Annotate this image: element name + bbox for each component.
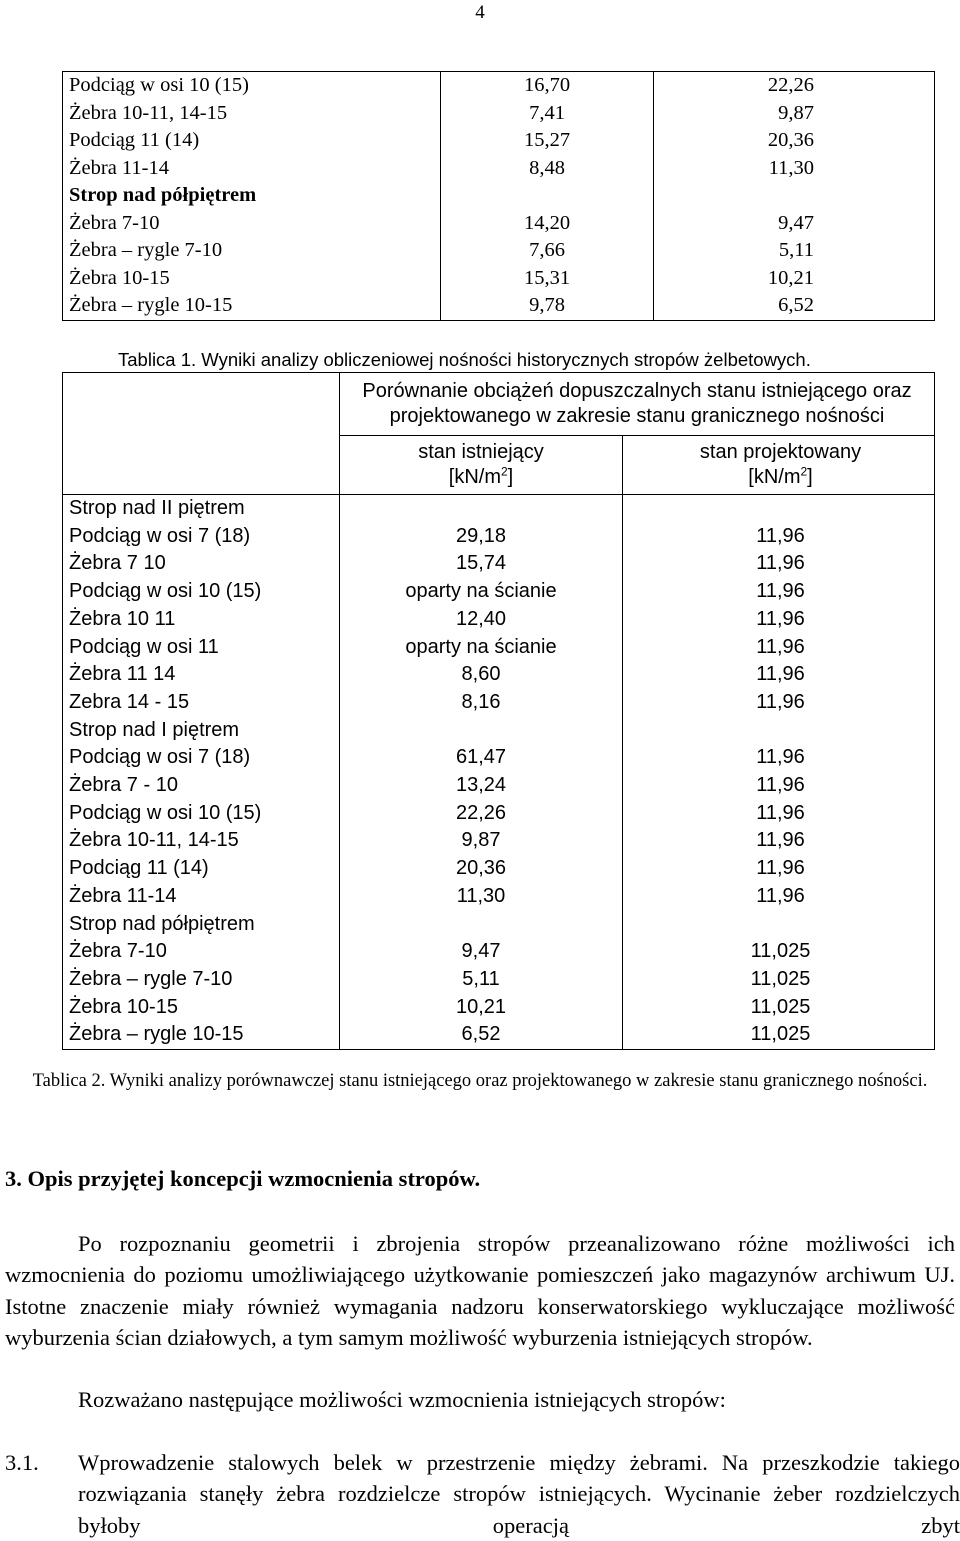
row-value-b-cell	[623, 495, 935, 523]
table-row	[63, 966, 935, 994]
row-value-a-cell: 11,30	[340, 883, 623, 911]
row-label-cell: Podciąg w osi 10 (15)	[63, 578, 340, 606]
table-row	[63, 155, 935, 183]
row-value-b-cell: 11,025	[623, 994, 935, 1022]
row-value-a-cell	[340, 717, 623, 745]
row-label-cell: Strop nad półpiętrem	[63, 911, 340, 939]
row-label-cell: Żebra 7 10	[63, 550, 340, 578]
row-value-b-cell: 11,96	[623, 689, 935, 717]
row-label-cell: Żebra 7-10	[63, 938, 340, 966]
page-number: 4	[475, 2, 485, 23]
row-label-cell: Żebra 11-14	[63, 155, 441, 183]
row-label-cell: Żebra 10 11	[63, 606, 340, 634]
comparison-table-2	[62, 372, 935, 1050]
row-label-cell: Podciąg 11 (14)	[63, 855, 340, 883]
row-value-a-cell: 16,70	[441, 72, 654, 100]
row-value-b-cell	[654, 182, 935, 210]
unit-prefix: [kN/m	[448, 466, 501, 488]
results-table-1	[62, 71, 935, 321]
row-value-b-cell: 20,36	[654, 127, 935, 155]
row-value-a-cell: 12,40	[340, 606, 623, 634]
table-row	[63, 911, 935, 939]
row-label-cell: Żebra – rygle 10-15	[63, 1021, 340, 1049]
section-heading: 3. Opis przyjętej koncepcji wzmocnienia stropów.	[5, 1166, 481, 1191]
unit-exponent: 2	[800, 464, 808, 479]
table-row	[63, 182, 935, 210]
table-row	[63, 938, 935, 966]
row-value-a-cell: 13,24	[340, 772, 623, 800]
table-2-caption: Tablica 2. Wyniki analizy porównawczej stanu istniejącego oraz projektowanego w zakresie stanu granicznego nośności.	[32, 1071, 928, 1091]
table-row	[63, 827, 935, 855]
row-value-a-cell: 8,48	[441, 155, 654, 183]
unit-exponent: 2	[500, 464, 508, 479]
list-item-text: Wprowadzenie stalowych belek w przestrzenie między żebrami. Na przeszkodzie takiego rozwiązania stanęły żebra rozdzielcze stropów istniejących. Wycinanie żeber rozdzielczych byłoby operacją zbyt	[78, 1450, 960, 1538]
row-value-b-cell	[623, 911, 935, 939]
row-value-a-cell: oparty na ścianie	[340, 578, 623, 606]
unit-prefix: [kN/m	[748, 466, 801, 488]
row-label-cell: Żebra 7-10	[63, 210, 441, 238]
row-value-b-cell: 11,96	[623, 578, 935, 606]
row-label-cell: Żebra – rygle 10-15	[63, 292, 441, 320]
table-row	[63, 883, 935, 911]
list-item-number: 3.1.	[5, 1450, 39, 1475]
row-label-cell: Strop nad I piętrem	[63, 717, 340, 745]
row-value-b-cell: 9,87	[654, 100, 935, 128]
row-value-a-cell: 6,52	[340, 1021, 623, 1049]
row-value-b-cell: 11,96	[623, 523, 935, 551]
table-row	[63, 689, 935, 717]
table-row	[63, 1021, 935, 1049]
row-value-a-cell: 9,47	[340, 938, 623, 966]
row-value-a-cell: 5,11	[340, 966, 623, 994]
row-value-b-cell	[623, 717, 935, 745]
row-value-a-cell: 15,74	[340, 550, 623, 578]
table-row	[63, 292, 935, 320]
row-value-b-cell: 11,96	[623, 606, 935, 634]
table-row	[63, 744, 935, 772]
row-value-a-cell: 7,66	[441, 237, 654, 265]
row-label-cell: Podciąg w osi 10 (15)	[63, 72, 441, 100]
row-value-b-cell: 11,96	[623, 772, 935, 800]
row-value-a-cell: oparty na ścianie	[340, 634, 623, 662]
row-label-cell: Zebra 14 - 15	[63, 689, 340, 717]
table-2-header-designed	[623, 436, 935, 495]
row-label-cell: Żebra 11 14	[63, 661, 340, 689]
row-value-b-cell: 11,96	[623, 634, 935, 662]
row-value-b-cell: 11,96	[623, 661, 935, 689]
row-value-b-cell: 11,96	[623, 827, 935, 855]
row-label-cell: Żebra 7 - 10	[63, 772, 340, 800]
header-existing-unit	[346, 465, 616, 490]
table-row	[63, 772, 935, 800]
row-value-b-cell: 5,11	[654, 237, 935, 265]
row-value-a-cell: 8,60	[340, 661, 623, 689]
table-row	[63, 800, 935, 828]
row-label-cell: Żebra – rygle 7-10	[63, 966, 340, 994]
row-label-cell: Strop nad półpiętrem	[63, 182, 441, 210]
row-value-b-cell: 11,96	[623, 744, 935, 772]
header-existing-label: stan istniejący	[418, 441, 544, 463]
table-1-caption: Tablica 1. Wyniki analizy obliczeniowej nośności historycznych stropów żelbetowych.	[118, 349, 811, 370]
table-row	[63, 237, 935, 265]
row-value-a-cell	[441, 182, 654, 210]
row-label-cell: Podciąg w osi 7 (18)	[63, 744, 340, 772]
row-label-cell: Podciąg w osi 10 (15)	[63, 800, 340, 828]
row-value-b-cell: 11,025	[623, 966, 935, 994]
row-value-b-cell: 11,025	[623, 1021, 935, 1049]
table-row	[63, 578, 935, 606]
row-label-cell: Żebra 11-14	[63, 883, 340, 911]
table-row	[63, 100, 935, 128]
row-value-b-cell: 11,30	[654, 155, 935, 183]
row-value-a-cell	[340, 911, 623, 939]
row-value-b-cell: 6,52	[654, 292, 935, 320]
unit-suffix: ]	[807, 466, 813, 488]
row-value-a-cell: 15,27	[441, 127, 654, 155]
table-2-corner-cell	[63, 373, 340, 495]
table-row	[63, 717, 935, 745]
paragraph-1: Po rozpoznaniu geometrii i zbrojenia stropów przeanalizowano różne możliwości ich wzmocnienia do poziomu umożliwiającego użytkowanie pomieszczeń jako magazynów archiwum UJ. Istotne znaczenie miały również wymagania nadzoru konserwatorskiego wykluczające możliwość wyburzenia ścian działowych, a tym samym możliwość wyburzenia istniejących stropów.	[5, 1231, 955, 1350]
row-value-a-cell: 14,20	[441, 210, 654, 238]
table-2-header-text: Porównanie obciążeń dopuszczalnych stanu istniejącego oraz projektowanego w zakresie stanu granicznego nośności	[362, 380, 912, 427]
table-row	[63, 661, 935, 689]
table-row	[63, 606, 935, 634]
table-row	[63, 523, 935, 551]
row-value-b-cell: 11,96	[623, 883, 935, 911]
table-row	[63, 550, 935, 578]
row-value-b-cell: 10,21	[654, 265, 935, 293]
table-row	[63, 994, 935, 1022]
row-value-b-cell: 11,025	[623, 938, 935, 966]
table-row	[63, 72, 935, 100]
table-row	[63, 265, 935, 293]
row-value-b-cell: 9,47	[654, 210, 935, 238]
header-designed-unit	[633, 465, 928, 490]
row-value-a-cell: 7,41	[441, 100, 654, 128]
row-value-a-cell: 20,36	[340, 855, 623, 883]
table-row	[63, 495, 935, 523]
row-value-b-cell: 11,96	[623, 550, 935, 578]
row-value-a-cell	[340, 495, 623, 523]
row-label-cell: Żebra – rygle 7-10	[63, 237, 441, 265]
table-row	[63, 127, 935, 155]
row-label-cell: Żebra 10-15	[63, 994, 340, 1022]
row-value-b-cell: 11,96	[623, 855, 935, 883]
row-value-a-cell: 61,47	[340, 744, 623, 772]
row-label-cell: Żebra 10-11, 14-15	[63, 827, 340, 855]
header-designed-label: stan projektowany	[699, 441, 862, 463]
row-value-a-cell: 9,87	[340, 827, 623, 855]
row-label-cell: Podciąg w osi 11	[63, 634, 340, 662]
table-row	[63, 634, 935, 662]
table-row	[63, 210, 935, 238]
row-label-cell: Podciąg w osi 7 (18)	[63, 523, 340, 551]
paragraph-2: Rozważano następujące możliwości wzmocnienia istniejących stropów:	[78, 1387, 726, 1412]
table-2-header-existing	[340, 436, 623, 495]
unit-suffix: ]	[507, 466, 514, 488]
row-value-a-cell: 22,26	[340, 800, 623, 828]
row-value-a-cell: 9,78	[441, 292, 654, 320]
row-label-cell: Podciąg 11 (14)	[63, 127, 441, 155]
row-value-a-cell: 15,31	[441, 265, 654, 293]
row-label-cell: Żebra 10-15	[63, 265, 441, 293]
row-value-a-cell: 8,16	[340, 689, 623, 717]
row-value-b-cell: 22,26	[654, 72, 935, 100]
row-label-cell: Strop nad II piętrem	[63, 495, 340, 523]
row-value-a-cell: 29,18	[340, 523, 623, 551]
table-2-header-main	[340, 373, 935, 436]
row-value-a-cell: 10,21	[340, 994, 623, 1022]
row-value-b-cell: 11,96	[623, 800, 935, 828]
row-label-cell: Żebra 10-11, 14-15	[63, 100, 441, 128]
table-row	[63, 855, 935, 883]
